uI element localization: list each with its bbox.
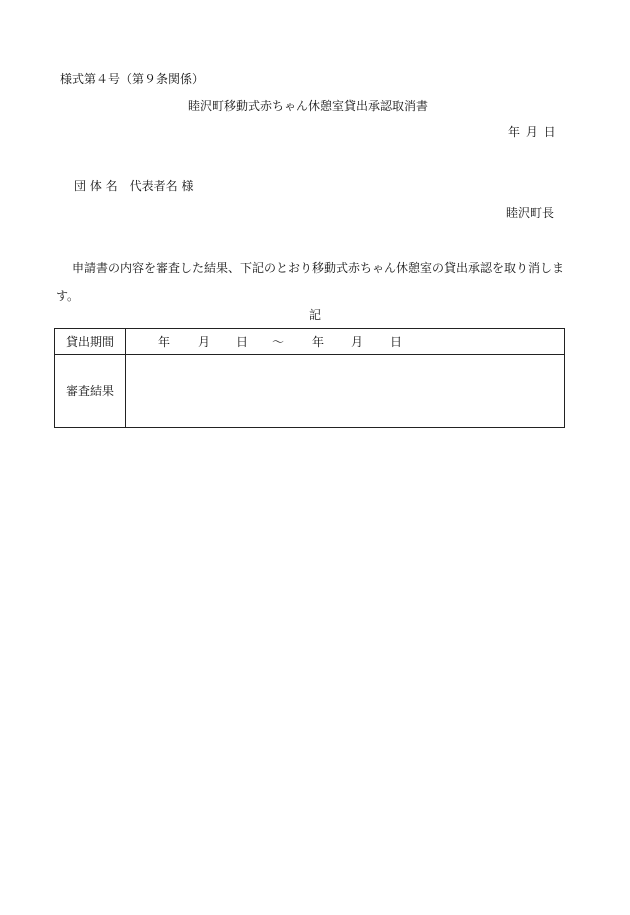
issue-date: 年 月 日: [508, 125, 556, 139]
period-end-day: 日: [390, 335, 403, 349]
period-start-day: 日: [236, 335, 249, 349]
period-end-month: 月: [351, 335, 364, 349]
table-row-period: [55, 329, 565, 355]
table-row-result: [55, 355, 565, 428]
period-end-year: 年: [312, 335, 325, 349]
period-label: 貸出期間: [55, 329, 126, 355]
sender-name: 睦沢町長: [506, 206, 555, 220]
period-separator: ～: [272, 335, 285, 349]
detail-table: [54, 328, 565, 428]
form-number: 様式第４号（第９条関係）: [60, 72, 205, 86]
document-title: 睦沢町移動式赤ちゃん休憩室貸出承認取消書: [188, 99, 429, 113]
body-paragraph: 申請書の内容を審査した結果、下記のとおり移動式赤ちゃん休憩室の貸出承認を取り消します。: [56, 261, 565, 303]
result-value: [126, 355, 565, 428]
period-start-year: 年: [158, 335, 171, 349]
ki-heading: 記: [309, 308, 322, 322]
period-start-month: 月: [198, 335, 211, 349]
recipient-line: 団 体 名 代表者名 様: [74, 179, 194, 193]
period-value: [126, 329, 565, 355]
result-label: 審査結果: [55, 355, 126, 428]
